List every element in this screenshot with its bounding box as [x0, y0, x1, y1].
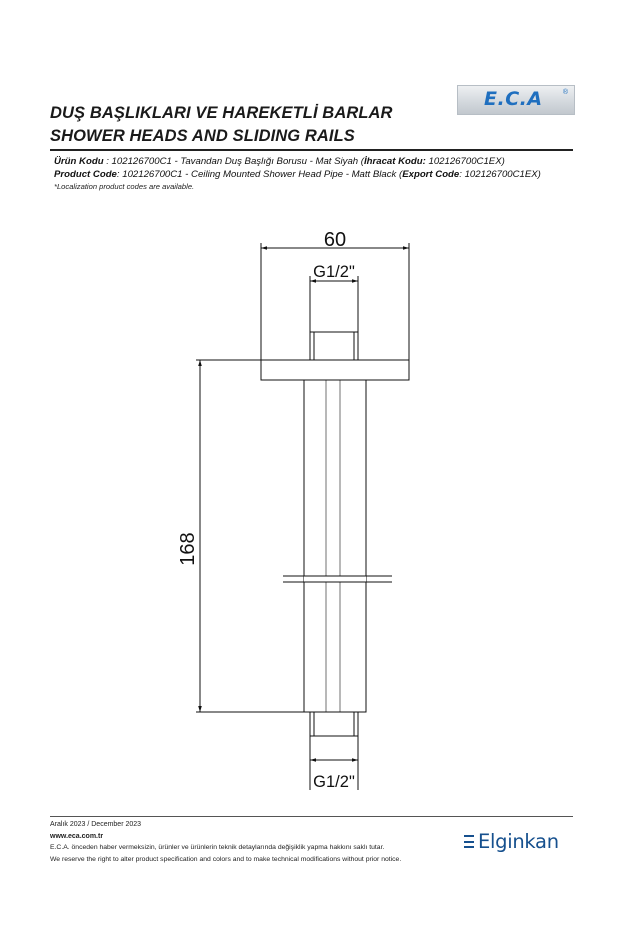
product-code-tr-text: : 102126700C1 - Tavandan Duş Başlığı Borusu - Mat Siyah ( — [103, 156, 364, 167]
break-gap — [304, 577, 366, 582]
page-title-tr: DUŞ BAŞLIKLARI VE HAREKETLİ BARLAR — [50, 104, 393, 122]
thread-top-label: G1/2" — [313, 263, 355, 281]
top-thread-connector — [310, 332, 358, 360]
product-code-en-label: Product Code — [54, 169, 117, 180]
length-dimension-label: 168 — [177, 532, 199, 566]
export-code-en-label: Export Code — [402, 169, 460, 180]
product-code-tr-label: Ürün Kodu — [54, 156, 104, 167]
registered-mark: ® — [562, 89, 568, 96]
export-code-tr-value: 102126700C1EX) — [425, 156, 505, 167]
page-title-en: SHOWER HEADS AND SLIDING RAILS — [50, 127, 355, 145]
elginkan-logo-text: Elginkan — [478, 830, 559, 853]
export-code-en-value: : 102126700C1EX) — [459, 169, 541, 180]
export-code-tr-label: İhracat Kodu: — [364, 156, 426, 167]
localization-note: *Localization product codes are available. — [54, 182, 195, 191]
width-dimension-label: 60 — [323, 229, 347, 251]
elginkan-logo — [464, 829, 576, 855]
footer-divider — [50, 816, 573, 817]
eca-logo-text: E.C.A — [484, 88, 543, 110]
publication-date: Aralık 2023 / December 2023 — [50, 821, 142, 828]
product-code-en-text: : 102126700C1 - Ceiling Mounted Shower Head Pipe - Matt Black ( — [116, 169, 403, 180]
disclaimer-en: We reserve the right to alter product specification and colors and to make technical modifications without prior notice. — [50, 856, 402, 863]
ceiling-flange — [261, 360, 409, 380]
disclaimer-tr: E.C.A. önceden haber vermeksizin, ürünler ve ürünlerin teknik detaylarında değişiklik yapma hakkını saklı tutar. — [50, 844, 385, 851]
bottom-thread-connector — [310, 712, 358, 736]
thread-bottom-label: G1/2" — [313, 773, 355, 791]
website-link[interactable]: www.eca.com.tr — [50, 833, 104, 840]
shower-pipe — [304, 380, 366, 712]
